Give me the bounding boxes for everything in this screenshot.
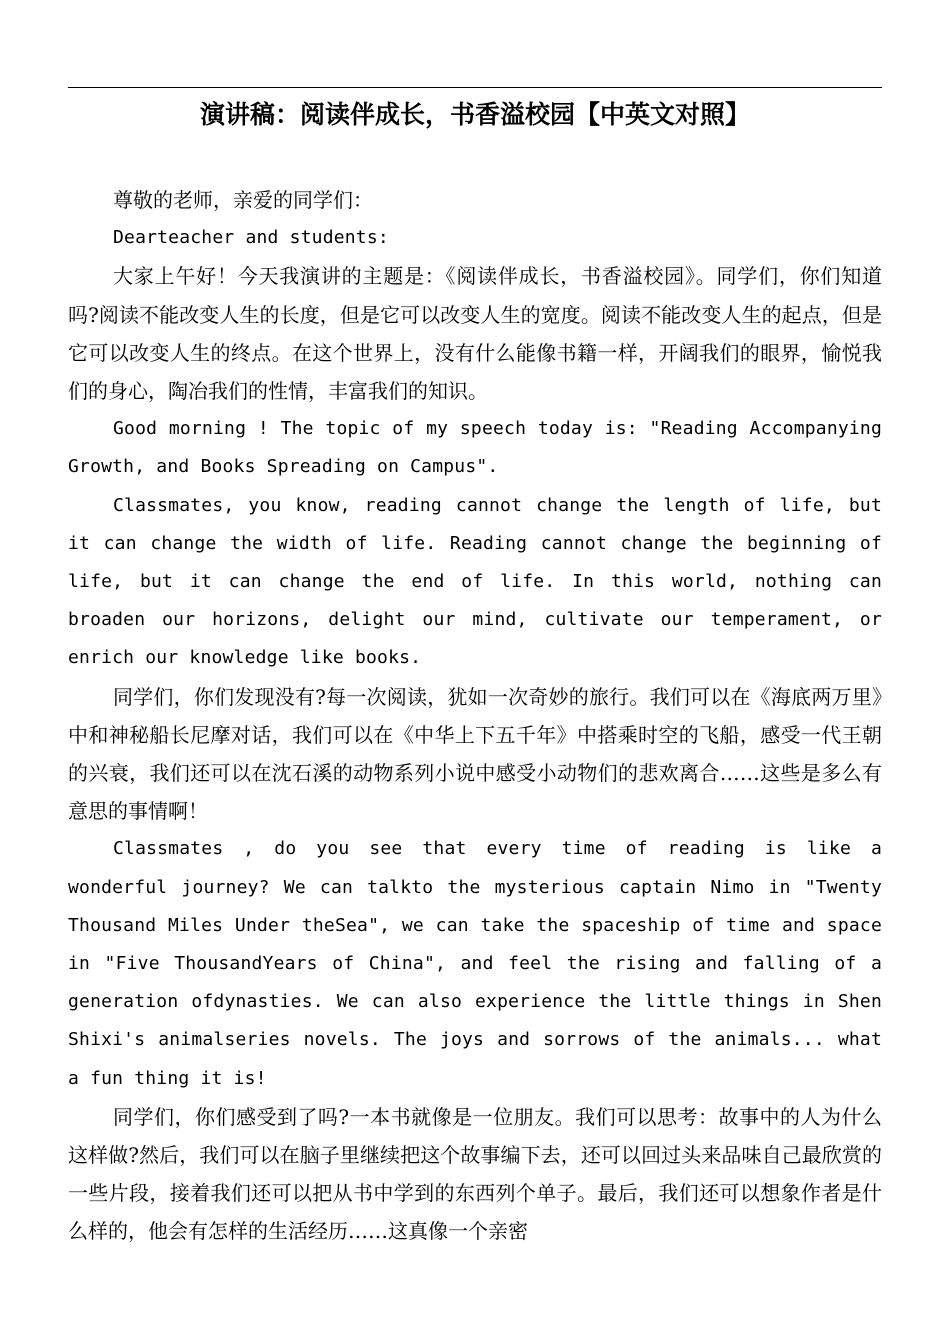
header-rule (68, 87, 882, 88)
paragraph-journey-en: Classmates , do you see that every time of reading is like a wonderful journey? We can talkto the mysterious captain Nimo in "Twenty Thousand Miles Under theSea", we can take the spaceship of time and space in "Five ThousandYears of China", and feel the rising and falling of a generation ofdynasties. We can also experience the little things in Shen Shixi's animalseries novels. The joys and sorrows of the animals... what a fun thing it is! (68, 838, 882, 1089)
paragraph-friend-zh: 同学们，你们感受到了吗?一本书就像是一位朋友。我们可以思考：故事中的人为什么这样做?然后，我们可以在脑子里继续把这个故事编下去，还可以回过头来品味自己最欣赏的一些片段，接着我们还可以把从书中学到的东西列个单子。最后，我们还可以想象作者是什么样的，他会有怎样的生活经历……这真像一个亲密 (68, 1104, 882, 1244)
paragraph-greeting-en: Dearteacher and students: (113, 227, 389, 249)
document-title: 演讲稿：阅读伴成长，书香溢校园【中英文对照】 (199, 100, 750, 129)
paragraph-journey-zh: 同学们，你们发现没有?每一次阅读，犹如一次奇妙的旅行。我们可以在《海底两万里》中和神秘船长尼摩对话，我们可以在《中华上下五千年》中搭乘时空的飞船，感受一代王朝的兴衰，我们还可以在沈石溪的动物系列小说中感受小动物们的悲欢离合……这些是多么有意思的事情啊！ (68, 684, 882, 824)
paragraph-greeting-zh: 尊敬的老师，亲爱的同学们： (113, 188, 373, 212)
paragraph-intro-en: Classmates, you know, reading cannot change the length of life, but it can change the width of life. Reading cannot change the beginning of life, but it can change the end of life. In this world, nothing can broaden our horizons, delight our mind, cultivate our temperament, or enrich our knowledge like books. (68, 494, 882, 669)
paragraph-intro-zh: 大家上午好！今天我演讲的主题是：《阅读伴成长，书香溢校园》。同学们，你们知道吗?阅读不能改变人生的长度，但是它可以改变人生的宽度。阅读不能改变人生的起点，但是它可以改变人生的终点。在这个世界上，没有什么能像书籍一样，开阔我们的眼界，愉悦我们的身心，陶冶我们的性情，丰富我们的知识。 (68, 264, 882, 404)
paragraph-topic-en: Good morning ! The topic of my speech today is: "Reading Accompanying Growth, and Books Spreading on Campus". (68, 418, 882, 478)
document-body (68, 181, 882, 1251)
